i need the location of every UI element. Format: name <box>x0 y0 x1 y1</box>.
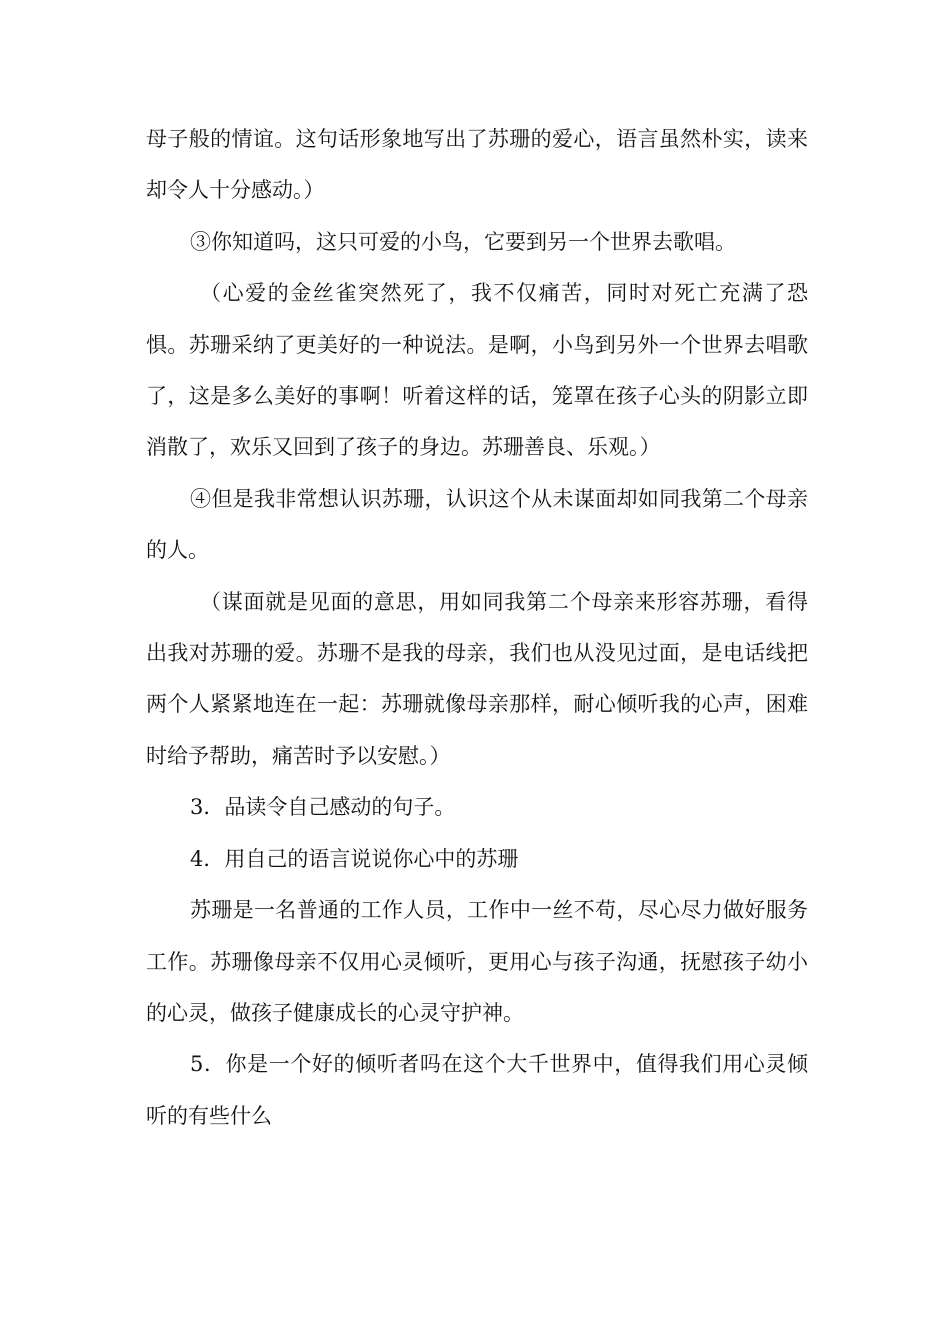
paragraph-task-4: 4．用自己的语言说说你心中的苏珊 <box>190 846 519 871</box>
paragraph-commentary-4: （谋面就是见面的意思，用如同我第二个母亲来形容苏珊，看得出我对苏珊的爱。苏珊不是我的母亲，我们也从没见过面，是电话线把两个人紧紧地连在一起：苏珊就像母亲那样，耐心倾听我的心声，困难时给予帮助，痛苦时予以安慰。） <box>146 589 808 768</box>
document-page <box>146 114 808 1142</box>
paragraph-task-3: 3．品读令自己感动的句子。 <box>190 795 456 820</box>
paragraph-task-5: 5．你是一个好的倾听者吗在这个大千世界中，值得我们用心灵倾听的有些什么 <box>146 1052 808 1128</box>
paragraph-commentary-end: 母子般的情谊。这句话形象地写出了苏珊的爱心，语言虽然朴实，读来却令人十分感动。） <box>146 127 808 203</box>
paragraph-quote-4: ④但是我非常想认识苏珊，认识这个从未谋面却如同我第二个母亲的人。 <box>146 486 808 563</box>
paragraph-answer-4: 苏珊是一名普通的工作人员，工作中一丝不苟，尽心尽力做好服务工作。苏珊像母亲不仅用心灵倾听，更用心与孩子沟通，抚慰孩子幼小的心灵，做孩子健康成长的心灵守护神。 <box>146 898 808 1025</box>
paragraph-quote-3: ③你知道吗，这只可爱的小鸟，它要到另一个世界去歌唱。 <box>190 229 736 254</box>
paragraph-commentary-3: （心爱的金丝雀突然死了，我不仅痛苦，同时对死亡充满了恐惧。苏珊采纳了更美好的一种说法。是啊，小鸟到另外一个世界去唱歌了，这是多么美好的事啊！听着这样的话，笼罩在孩子心头的阴影立即消散了，欢乐又回到了孩子的身边。苏珊善良、乐观。） <box>146 281 808 460</box>
